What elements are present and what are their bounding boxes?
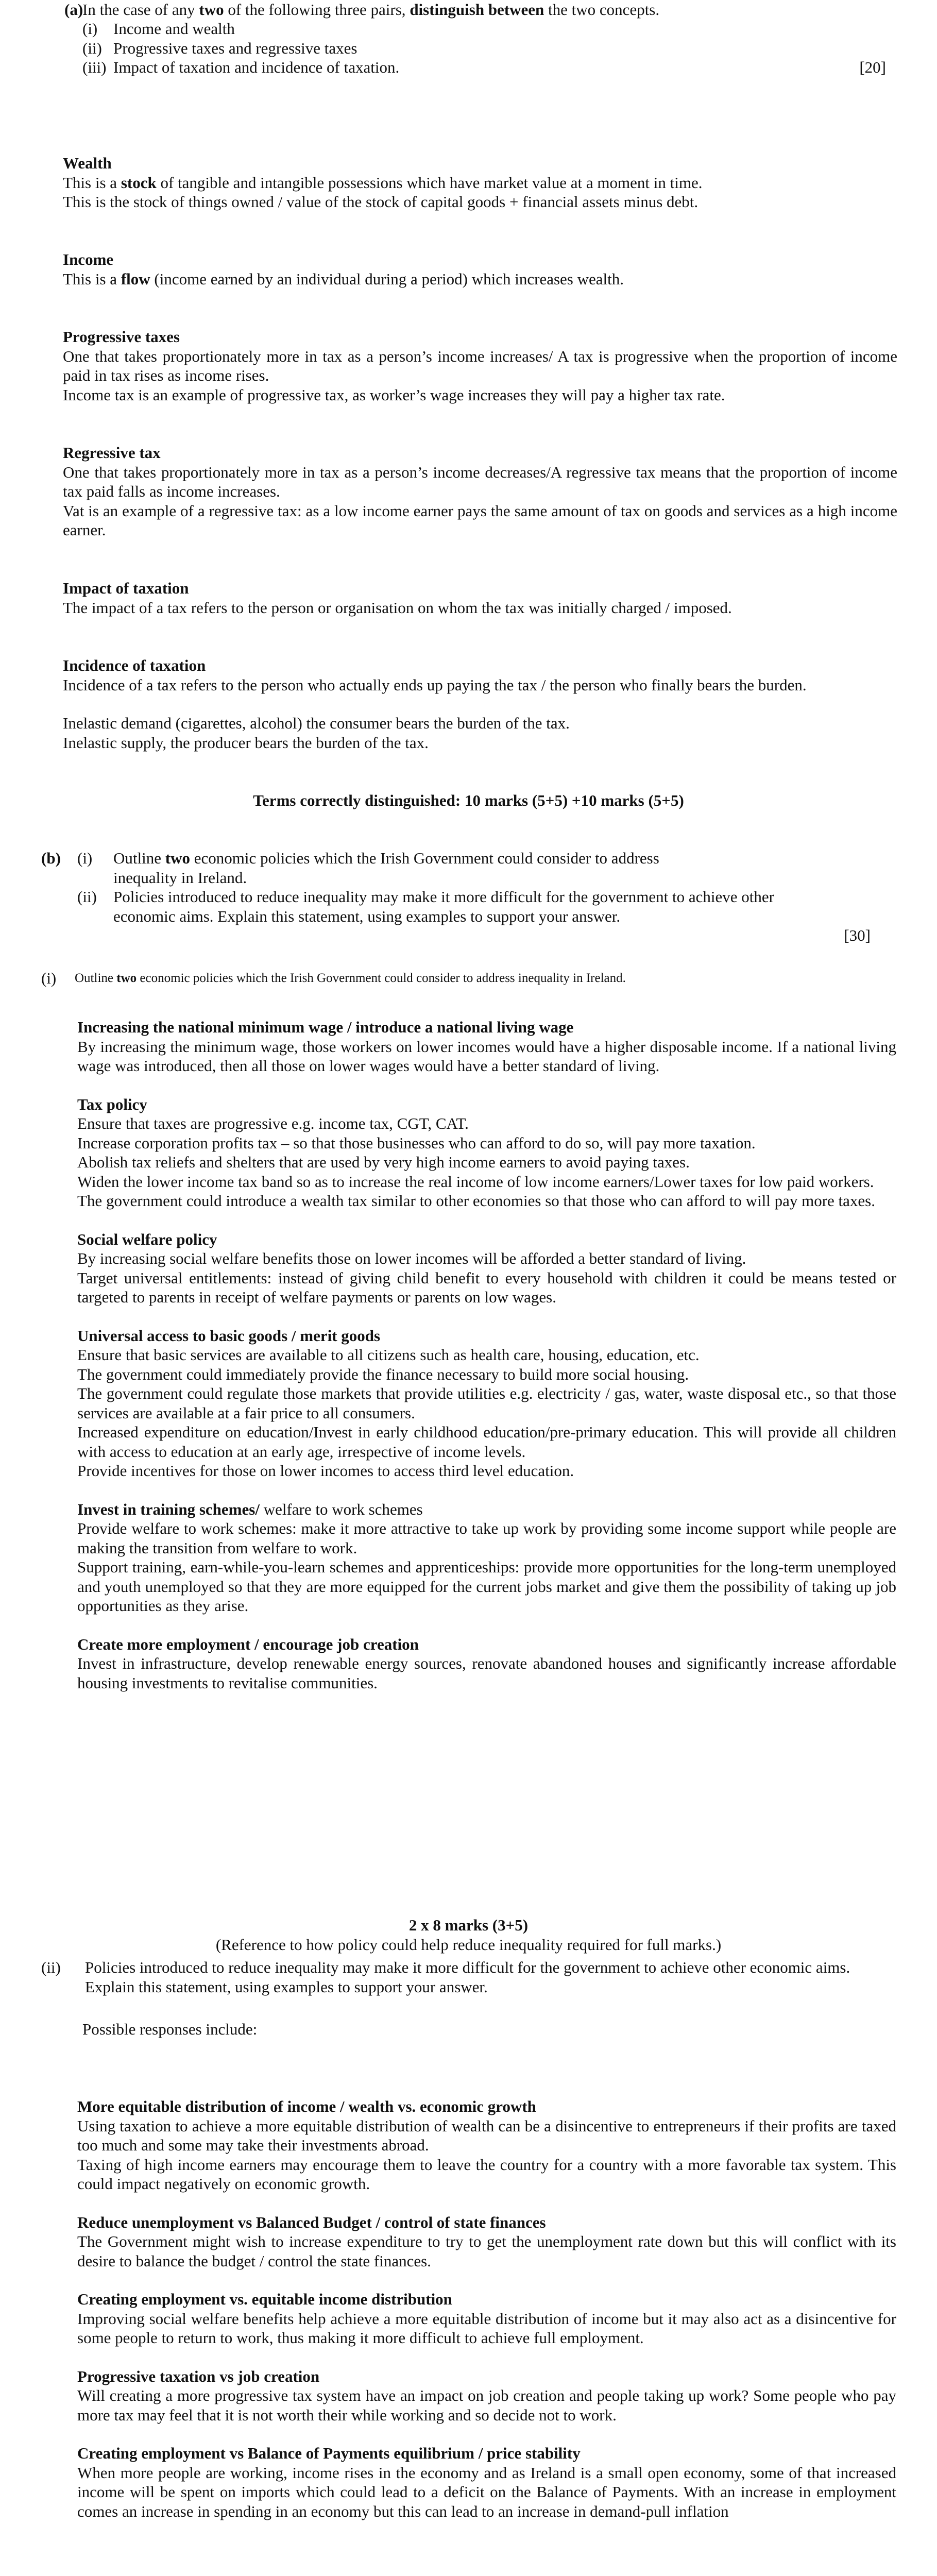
part-a-item: (ii) Progressive taxes and regressive taxes: [82, 39, 357, 57]
income-title: Income: [63, 250, 114, 268]
part-a-item: (iii) Impact of taxation and incidence of taxation. [20]: [82, 58, 886, 76]
policy-item: Increasing the national minimum wage / introduce a national living wage By increasing the minimum wage, those workers on lower incomes would have a higher disposable income. If a national living wage was introduced, then all those on lower wages would have a better standard of living.: [77, 1018, 896, 1075]
part-a-item: (i) Income and wealth: [82, 20, 235, 38]
part-b-sub-ii: (ii) Policies introduced to reduce inequality may make it more difficult for the government to achieve other economic aims. Explain this statement, using examples to support your answer.: [41, 1958, 850, 1996]
policy-item: Create more employment / encourage job creation Invest in infrastructure, develop renewable energy sources, renovate abandoned houses and significantly increase affordable housing investments to revitalise communities.: [77, 1635, 896, 1692]
part-a-label: (a): [64, 1, 83, 19]
impact-title: Impact of taxation: [63, 579, 189, 597]
progressive-title: Progressive taxes: [63, 328, 180, 346]
part-a-scheme: Terms correctly distinguished: 10 marks (5+5) +10 marks (5+5): [253, 791, 684, 809]
wealth-line-2: This is the stock of things owned / value of the stock of capital goods + financial assets minus debt.: [63, 193, 699, 211]
part-b-i-scheme: 2 x 8 marks (3+5) (Reference to how policy could help reduce inequality required for full marks.): [215, 1916, 722, 1954]
incidence-p1: Incidence of a tax refers to the person who actually ends up paying the tax / the person who finally bears the burden.: [63, 675, 807, 694]
part-b-label: (b): [41, 849, 61, 867]
impact-p1: The impact of a tax refers to the person or organisation on whom the tax was initially charged / imposed.: [63, 598, 732, 617]
policy-item: Tax policy Ensure that taxes are progressive e.g. income tax, CGT, CAT. Increase corporation profits tax – so that those businesses who can afford to do so, will pay more taxation. Abolish tax reliefs and shelters that are used by very high income earners to avoid paying taxes. Widen the lower income tax band so as to increase the real income of low income earners/Lower taxes for low paid workers. The government could introduce a wealth tax similar to other economies so that those who can afford to will pay more taxes.: [77, 1095, 875, 1210]
progressive-p1: One that takes proportionately more in tax as a person’s income increases/ A tax is progressive when the proportion of income paid in tax rises as income rises.: [63, 347, 897, 384]
impact-section: [63, 579, 897, 617]
regressive-section: [63, 443, 897, 540]
incidence-p2: Inelastic demand (cigarettes, alcohol) the consumer bears the burden of the tax.: [63, 714, 570, 732]
policy-item: Social welfare policy By increasing social welfare benefits those on lower incomes will be afforded a better standard of living. Target universal entitlements: instead of giving child benefit to every household with children it could be means tested or targeted to parents in receipt of welfare payments or parents on low wages.: [77, 1230, 896, 1306]
conflict-item: Creating employment vs Balance of Payments equilibrium / price stability When more people are working, income rises in the economy and as Ireland is a small open economy, some of that increased income will be spent on imports which could lead to a deficit on the Balance of Payments. With an increase in employment comes an increase in spending in an economy but this can lead to an increase in demand-pull inflation: [77, 2444, 896, 2520]
incidence-p3: Inelastic supply, the producer bears the burden of the tax.: [63, 733, 429, 752]
policies-list: [77, 1018, 896, 1692]
conflicts-list: [77, 2097, 896, 2521]
wealth-line-1: This is a stock of tangible and intangible possessions which have market value at a moment in time.: [63, 173, 703, 192]
conflict-item: More equitable distribution of income / wealth vs. economic growth Using taxation to achieve a more equitable distribution of wealth can be a disincentive to entrepreneurs if their profits are taxed too much and some may take their investments abroad. Taxing of high income earners may encourage them to leave the country for a country with a more favorable tax system. This could impact negatively on economic growth.: [77, 2097, 896, 2193]
wealth-title: Wealth: [63, 154, 112, 172]
progressive-p2: Income tax is an example of progressive tax, as worker’s wage increases they will pay a higher tax rate.: [63, 385, 725, 404]
part-a-text: In the case of any two of the following three pairs, distinguish between the two concepts.: [82, 1, 660, 19]
incidence-title: Incidence of taxation: [63, 656, 206, 674]
regressive-p1: One that takes proportionately more in tax as a person’s income decreases/A regressive tax means that the proportion of income tax paid falls as income increases.: [63, 463, 897, 500]
income-section: [63, 250, 897, 289]
part-b-sub-i: (i) Outline two economic policies which the Irish Government could consider to address inequality in Ireland.: [41, 969, 626, 987]
part-b-ii-text: Policies introduced to reduce inequality may make it more difficult for the government to achieve other economic aims. Explain this statement, using examples to support your answer.: [113, 888, 774, 925]
part-a-marks: [20]: [859, 58, 886, 76]
conflict-item: Creating employment vs. equitable income distribution Improving social welfare benefits help achieve a more equitable distribution of income but it may also act as a disincentive for some people to return to work, thus making it more difficult to achieve full employment.: [77, 2290, 896, 2347]
regressive-p2: Vat is an example of a regressive tax: as a low income earner pays the same amount of tax on goods and services as a high income earner.: [63, 501, 897, 539]
conflict-item: Reduce unemployment vs Balanced Budget / control of state finances The Government might wish to increase expenditure to try to get the unemployment rate down but this will conflict with its desire to balance the budget / control the state finances.: [77, 2213, 896, 2270]
incidence-section: [63, 656, 897, 752]
policy-item: Invest in training schemes/ welfare to work schemes Provide welfare to work schemes: make it more attractive to take up work by providing some income support while people are making the transition from welfare to work. Support training, earn-while-you-learn schemes and apprenticeships: provide more opportunities for the long-term unemployed and youth unemployed so that they are more equipped for the current jobs market and give them the possibility of taking up job opportunities as they arise.: [77, 1500, 896, 1615]
regressive-title: Regressive tax: [63, 444, 161, 462]
income-line: This is a flow (income earned by an individual during a period) which increases wealth.: [63, 269, 624, 288]
wealth-section: [63, 154, 897, 212]
part-b-possible: Possible responses include:: [82, 2020, 258, 2038]
conflict-item: Progressive taxation vs job creation Will creating a more progressive tax system have an impact on job creation and people taking up work? Some people who pay more tax may feel that it is not worth their while working and so decide not to work.: [77, 2367, 896, 2424]
part-b-i-text: Outline two economic policies which the Irish Government could consider to address inequality in Ireland.: [113, 849, 659, 887]
part-b-question: (b) (i) Outline two economic policies which the Irish Government could consider to address inequality in Ireland. (ii) Policies introduced to reduce inequality may make it more difficult for the government to achieve other economic aims. Explain this statement, using examples to support your answer. [30]: [41, 849, 891, 945]
policy-item: Universal access to basic goods / merit goods Ensure that basic services are available to all citizens such as health care, housing, education, etc. The government could immediately provide the finance necessary to build more social housing. The government could regulate those markets that provide utilities e.g. electricity / gas, water, waste disposal etc., so that those services are available at a fair price to all consumers. Increased expenditure on education/Invest in early childhood education/pre-primary education. This will provide all children with access to education at an early age, irrespective of income levels. Provide incentives for those on lower incomes to access third level education.: [77, 1326, 896, 1480]
part-b-marks: [30]: [844, 926, 871, 944]
part-a-question: [64, 0, 886, 77]
progressive-section: [63, 327, 897, 404]
